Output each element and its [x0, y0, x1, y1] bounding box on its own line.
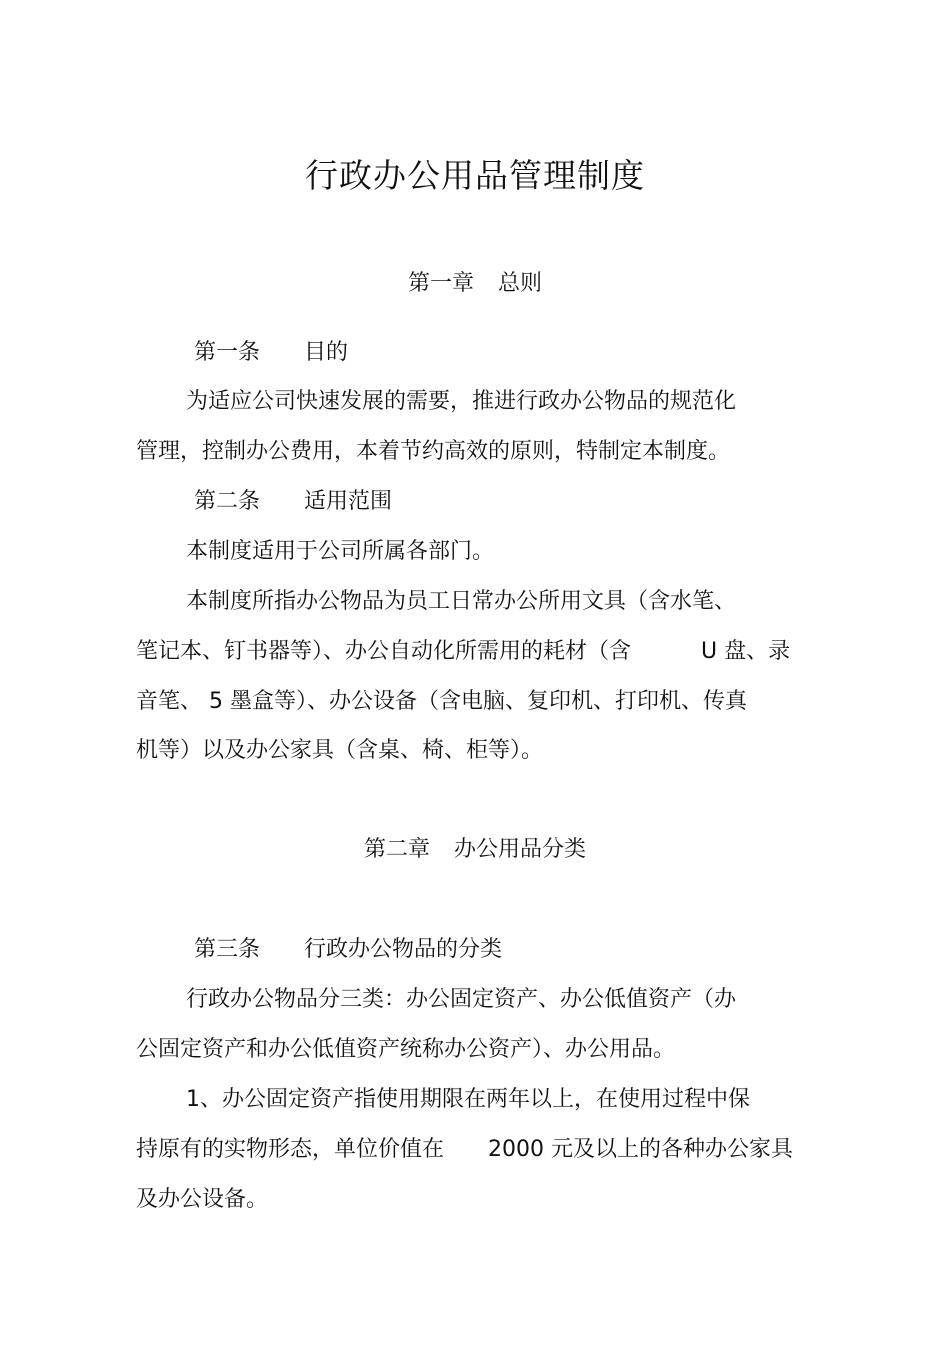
article-3-number: 第三条 — [194, 937, 261, 962]
chapter-1-number: 第一章 — [407, 271, 474, 296]
article-2-name: 适用范围 — [304, 489, 393, 514]
chapter-2-number: 第二章 — [363, 837, 430, 862]
article-2-paragraph-2-line-4: 机等）以及办公家具（含桌、椅、柜等）。 — [136, 738, 544, 763]
article-2-number: 第二条 — [194, 489, 261, 514]
article-3-name: 行政办公物品的分类 — [304, 937, 503, 962]
article-3-heading — [194, 932, 502, 963]
chapter-2-heading — [0, 832, 950, 863]
article-2-paragraph-2-line-2 — [136, 634, 790, 665]
article-3-paragraph-2-line-3: 及办公设备。 — [136, 1187, 269, 1212]
article-1-heading — [194, 335, 348, 366]
article-3-paragraph-1-line-2: 公固定资产和办公低值资产统称办公资产）、办公用品。 — [136, 1037, 676, 1062]
article-1-text-line-1: 为适应公司快速发展的需要，推进行政办公物品的规范化 — [186, 389, 737, 414]
chapter-2-name: 办公用品分类 — [454, 837, 587, 862]
chapter-1-name: 总则 — [498, 271, 543, 296]
article-3-paragraph-2-line-2a: 持原有的实物形态，单位价值在 — [136, 1137, 445, 1162]
article-1-number: 第一条 — [194, 340, 261, 365]
article-1-text-line-2: 管理，控制办公费用，本着节约高效的原则，特制定本制度。 — [136, 439, 731, 464]
article-1-name: 目的 — [304, 340, 349, 365]
article-2-paragraph-2-line-3: 音笔、 5 墨盒等）、办公设备（含电脑、复印机、打印机、传真 — [136, 689, 747, 714]
article-2-paragraph-2-line-1: 本制度所指办公物品为员工日常办公所用文具（含水笔、 — [186, 589, 737, 614]
article-2-paragraph-2-line-2b: U 盘、录 — [701, 639, 791, 664]
chapter-1-heading — [0, 266, 950, 297]
article-2-paragraph-1: 本制度适用于公司所属各部门。 — [186, 539, 495, 564]
article-3-paragraph-2-line-1: 1、办公固定资产指使用期限在两年以上，在使用过程中保 — [186, 1087, 750, 1112]
article-3-paragraph-1-line-1: 行政办公物品分三类：办公固定资产、办公低值资产（办 — [186, 987, 737, 1012]
article-3-paragraph-2-line-2 — [136, 1132, 793, 1163]
document-title: 行政办公用品管理制度 — [305, 156, 645, 195]
article-2-heading — [194, 484, 392, 515]
article-3-paragraph-2-line-2b: 2000 元及以上的各种办公家具 — [488, 1137, 793, 1162]
article-2-paragraph-2-line-2a: 笔记本、钉书器等）、办公自动化所需用的耗材（含 — [136, 639, 632, 664]
